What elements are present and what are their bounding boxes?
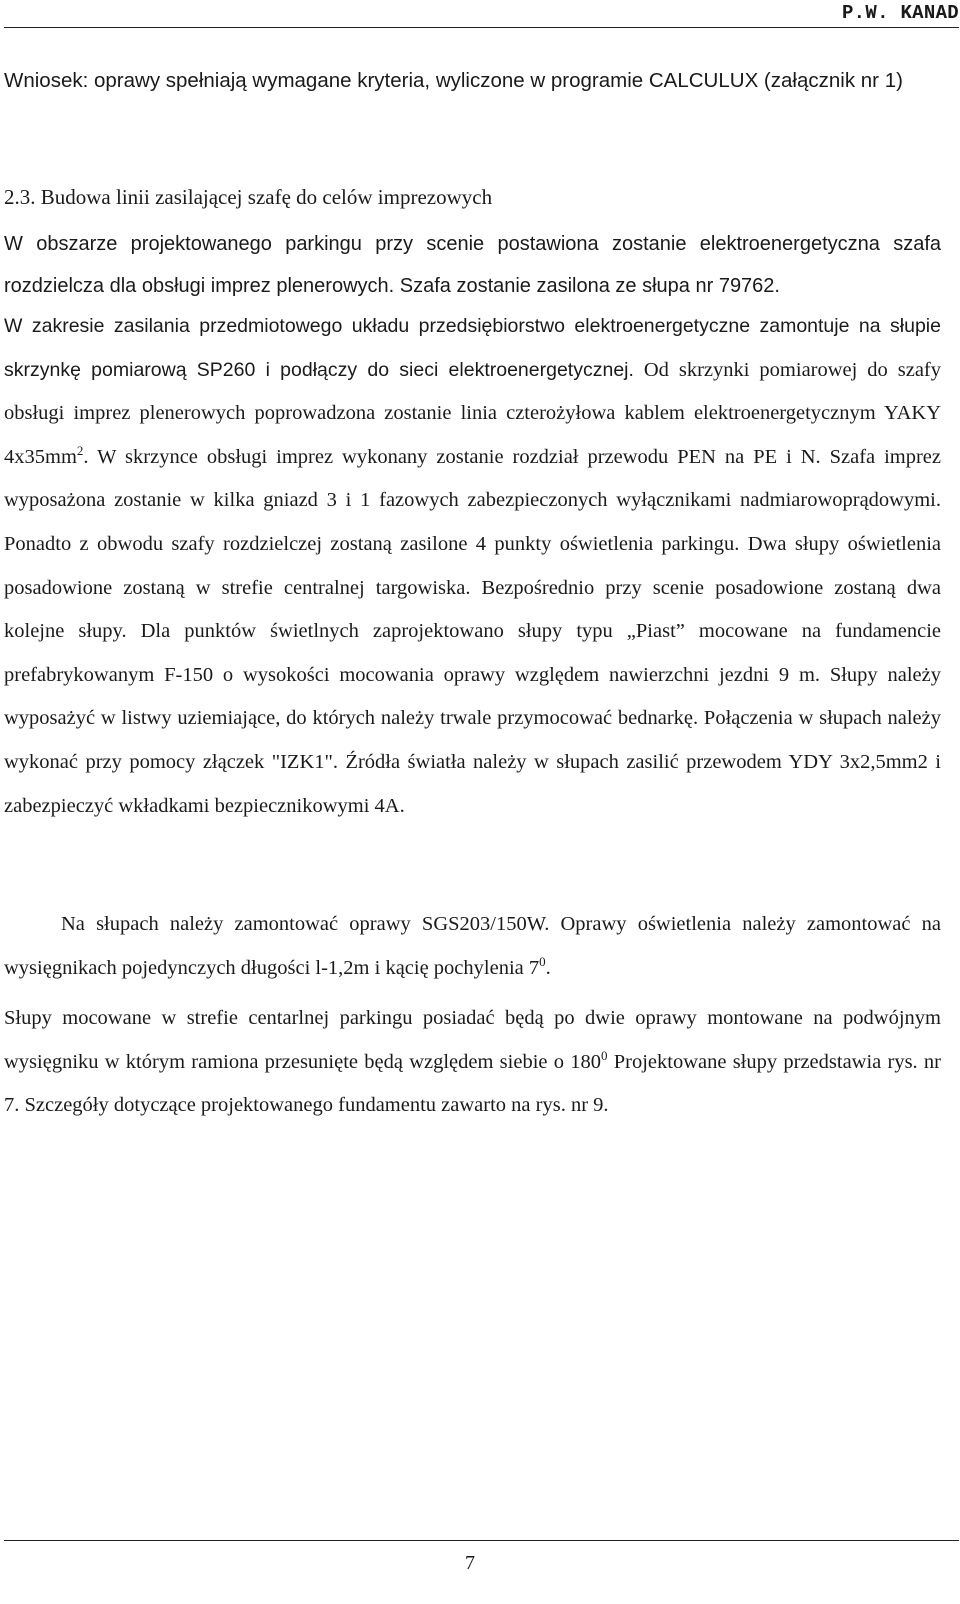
- footer-divider: [4, 1540, 959, 1541]
- page-footer: [0, 1535, 960, 1585]
- luminaire-paragraph-text: Na słupach należy zamontować oprawy SGS203/150W. Oprawy oświetlenia należy zamontować na wysięgnikach pojedynczych długości l-1,2m i kącię pochylenia 7: [4, 913, 941, 979]
- poles-paragraph: [4, 997, 941, 1128]
- luminaire-paragraph-end: .: [545, 956, 551, 979]
- poles-paragraph-superscript: 0: [601, 1047, 608, 1063]
- section-heading: 2.3. Budowa linii zasilającej szafę do celów imprezowych: [4, 185, 493, 209]
- poles-paragraph-end: Projektowane słupy przedstawia rys. nr 7. Szczegóły dotyczące projektowanego fundamentu zawarto na rys. nr 9.: [4, 1050, 942, 1117]
- main-paragraph-superscript: 2: [76, 442, 84, 458]
- conclusion-paragraph: Wniosek: oprawy spełniają wymagane kryteria, wyliczone w programie CALCULUX (załącznik nr 1): [4, 69, 903, 92]
- header-company-name: P.W. KANAD: [841, 2, 959, 24]
- luminaire-paragraph-superscript: 0: [539, 953, 546, 969]
- luminaire-paragraph: [4, 903, 941, 990]
- page-header: [0, 0, 960, 30]
- main-paragraph-part1: W zakresie zasilania przedmiotowego układu przedsiębiorstwo elektroenergetyczne zamontuje na słupie skrzynkę pomiarową SP260 i podłączy do sieci elektroenergetycznej.: [4, 315, 941, 381]
- poles-paragraph-text: Słupy mocowane w strefie centarlnej parkingu posiadać będą po dwie oprawy montowane na podwójnym wysięgniku w którym ramiona przesunięte będą względem siebie o 180: [4, 1007, 941, 1073]
- page-number: 7: [465, 1552, 475, 1574]
- main-paragraph-part3: . W skrzynce obsługi imprez wykonany zostanie rozdział przewodu PEN na PE i N. Szafa imprez wyposażona zostanie w kilka gniazd 3 i 1 fazowych zabezpieczonych wyłącznikami nadmiarowoprądowymi. Ponadto z obwodu szafy rozdzielczej zostaną zasilone 4 punkty oświetlenia parkingu. Dwa słupy oświetlenia posadowione zostaną w strefie centralnej targowiska. Bezpośrednio przy scenie posadowione zostaną dwa kolejne słupy. Dla punktów świetlnych zaprojektowano słupy typu „Piast” mocowane na fundamencie prefabrykowanym F-150 o wysokości mocowania oprawy względem nawierzchni jezdni 9 m. Słupy należy wyposażyć w listwy uziemiające, do których należy trwale przymocować bednarkę. Połączenia w słupach należy wykonać przy pomocy złączek "IZK1". Źródła światła należy w słupach zasilić przewodem YDY 3x2,5mm2 i zabezpieczyć wkładkami bezpiecznikowymi 4A.: [4, 445, 941, 817]
- header-divider: [4, 27, 959, 28]
- main-paragraph: [4, 305, 941, 828]
- intro-paragraph: W obszarze projektowanego parkingu przy scenie postawiona zostanie elektroenergetyczna szafa rozdzielcza dla obsługi imprez plenerowych. Szafa zostanie zasilona ze słupa nr 79762.: [4, 233, 941, 297]
- main-paragraph-part2: Od skrzynki pomiarowej do szafy obsługi imprez plenerowych poprowadzona zostanie linia czterożyłowa kablem elektroenergetycznym YAKY 4x35mm: [4, 358, 941, 468]
